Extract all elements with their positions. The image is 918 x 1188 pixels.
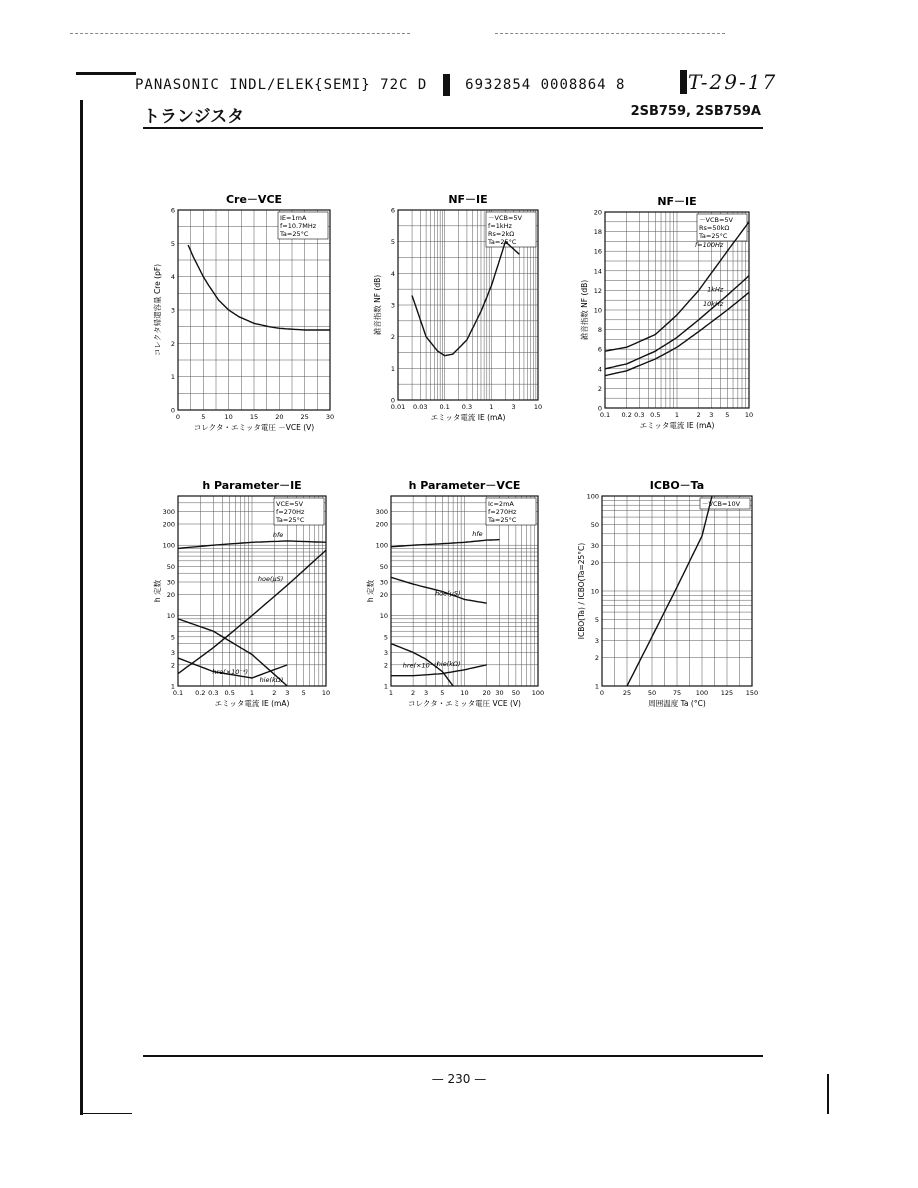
condition-text: －VCB=5V bbox=[699, 216, 733, 224]
x-tick-label: 0 bbox=[175, 413, 181, 421]
y-tick-label: 5 bbox=[170, 633, 175, 642]
handwritten-reference: T-29-17 bbox=[688, 70, 778, 94]
y-tick-label: 4 bbox=[390, 269, 395, 278]
y-tick-label: 200 bbox=[162, 520, 175, 529]
y-axis-label: h 定数 bbox=[153, 579, 162, 603]
y-tick-label: 5 bbox=[383, 633, 388, 642]
condition-text: Ta=25°C bbox=[699, 232, 728, 240]
condition-text: Ta=25°C bbox=[276, 516, 305, 524]
x-tick-label: 0.1 bbox=[439, 403, 450, 411]
y-tick-label: 3 bbox=[390, 301, 395, 310]
series-line bbox=[188, 245, 330, 330]
y-tick-label: 4 bbox=[597, 365, 602, 374]
y-tick-label: 10 bbox=[590, 587, 599, 596]
y-tick-label: 100 bbox=[586, 492, 599, 501]
x-tick-label: 25 bbox=[622, 689, 632, 697]
x-tick-label: 15 bbox=[249, 413, 259, 421]
footer-rule bbox=[143, 1055, 763, 1057]
x-tick-label: 0.5 bbox=[650, 411, 661, 419]
x-axis-label: エミッタ電流 IE (mA) bbox=[214, 699, 290, 708]
y-tick-label: 0 bbox=[170, 406, 175, 415]
series-label: hie(kΩ) bbox=[436, 659, 461, 668]
x-tick-label: 100 bbox=[695, 689, 709, 697]
condition-text: －VCB=10V bbox=[702, 500, 741, 508]
x-tick-label: 5 bbox=[301, 689, 306, 697]
scan-artifact bbox=[495, 33, 725, 35]
series-label: 1kHz bbox=[707, 285, 724, 294]
y-tick-label: 3 bbox=[170, 306, 175, 315]
condition-text: f=270Hz bbox=[276, 508, 305, 516]
x-tick-label: 0.03 bbox=[413, 403, 428, 411]
y-tick-label: 8 bbox=[597, 326, 602, 335]
y-tick-label: 300 bbox=[375, 508, 388, 517]
x-axis-label: コレクタ・エミッタ電圧 －VCE (V) bbox=[193, 423, 315, 432]
y-tick-label: 30 bbox=[379, 578, 388, 587]
condition-text: Rs=2kΩ bbox=[488, 230, 515, 238]
x-tick-label: 50 bbox=[647, 689, 657, 697]
title-rule bbox=[143, 127, 763, 129]
condition-text: Ta=25°C bbox=[488, 516, 517, 524]
x-tick-label: 3 bbox=[511, 403, 516, 411]
x-axis-label: コレクタ・エミッタ電圧 VCE (V) bbox=[408, 699, 521, 708]
x-tick-label: 125 bbox=[720, 689, 734, 697]
y-axis-label: 雑音指数 NF (dB) bbox=[580, 279, 589, 341]
x-tick-label: 5 bbox=[440, 689, 445, 697]
x-tick-label: 0.01 bbox=[390, 403, 406, 411]
y-tick-label: 3 bbox=[170, 648, 175, 657]
y-tick-label: 18 bbox=[593, 228, 602, 237]
x-tick-label: 30 bbox=[495, 689, 504, 697]
y-tick-label: 30 bbox=[590, 542, 599, 551]
y-tick-label: 100 bbox=[375, 541, 388, 550]
scan-block-mark bbox=[680, 70, 687, 94]
x-tick-label: 0.2 bbox=[621, 411, 632, 419]
y-tick-label: 0 bbox=[390, 396, 395, 405]
y-tick-label: 1 bbox=[594, 682, 599, 691]
chart-hparam-vce bbox=[360, 472, 560, 717]
chart-title: h Parameter－IE bbox=[202, 479, 302, 492]
y-tick-label: 4 bbox=[170, 273, 175, 282]
x-tick-label: 1 bbox=[388, 689, 394, 697]
y-tick-label: 10 bbox=[379, 612, 388, 621]
series-label: hre(×10⁻⁴) bbox=[402, 661, 439, 670]
x-tick-label: 0.1 bbox=[599, 411, 611, 419]
y-tick-label: 6 bbox=[170, 206, 175, 215]
series-line bbox=[412, 242, 519, 356]
y-tick-label: 20 bbox=[593, 208, 602, 217]
condition-text: Ta=25°C bbox=[280, 230, 309, 238]
condition-text: f=270Hz bbox=[488, 508, 517, 516]
y-tick-label: 100 bbox=[162, 541, 175, 550]
series-label: hoe(μS) bbox=[257, 575, 284, 584]
y-tick-label: 20 bbox=[590, 558, 599, 567]
y-tick-label: 50 bbox=[166, 562, 175, 571]
y-tick-label: 30 bbox=[166, 578, 175, 587]
x-tick-label: 50 bbox=[511, 689, 521, 697]
x-tick-label: 10 bbox=[321, 689, 331, 697]
left-border-foot bbox=[80, 1113, 132, 1114]
y-tick-label: 2 bbox=[170, 661, 175, 670]
condition-text: －VCB=5V bbox=[488, 214, 522, 222]
series-label: 10kHz bbox=[702, 300, 724, 308]
y-tick-label: 20 bbox=[379, 590, 388, 599]
x-tick-label: 2 bbox=[272, 689, 277, 697]
y-tick-label: 1 bbox=[383, 682, 388, 691]
y-axis-label: h 定数 bbox=[366, 579, 375, 603]
x-tick-label: 3 bbox=[285, 689, 290, 697]
condition-text: VCE=5V bbox=[276, 500, 304, 508]
x-tick-label: 1 bbox=[674, 411, 680, 419]
x-tick-label: 0.1 bbox=[172, 689, 184, 697]
x-tick-label: 0.5 bbox=[224, 689, 235, 697]
x-tick-label: 30 bbox=[325, 413, 335, 421]
y-tick-label: 14 bbox=[593, 267, 602, 276]
y-tick-label: 2 bbox=[170, 339, 175, 348]
y-tick-label: 3 bbox=[383, 648, 388, 657]
y-axis-label: 雑音指数 NF (dB) bbox=[373, 274, 382, 336]
chart-title: NF－IE bbox=[657, 195, 697, 208]
x-tick-label: 0.3 bbox=[634, 411, 645, 419]
y-tick-label: 2 bbox=[597, 384, 602, 393]
chart-cre-vce bbox=[150, 188, 350, 438]
page-title: トランジスタ bbox=[143, 107, 245, 127]
y-tick-label: 300 bbox=[162, 508, 175, 517]
series-label: f=100Hz bbox=[694, 241, 724, 250]
x-tick-label: 100 bbox=[531, 689, 545, 697]
chart-title: h Parameter－VCE bbox=[408, 479, 521, 492]
x-tick-label: 20 bbox=[482, 689, 491, 697]
part-numbers: 2SB759, 2SB759A bbox=[630, 104, 761, 119]
chart-title: ICBO－Ta bbox=[649, 479, 705, 492]
y-tick-label: 0 bbox=[597, 404, 602, 413]
condition-text: Ic=2mA bbox=[488, 500, 514, 508]
chart-title: NF－IE bbox=[448, 193, 488, 206]
x-tick-label: 10 bbox=[460, 689, 469, 697]
y-tick-label: 20 bbox=[166, 590, 175, 599]
chart-title: Cre－VCE bbox=[225, 193, 283, 206]
y-tick-label: 10 bbox=[593, 306, 602, 315]
condition-text: Ta=25°C bbox=[488, 238, 517, 246]
y-tick-label: 1 bbox=[170, 373, 175, 382]
header-rule bbox=[76, 72, 136, 75]
x-tick-label: 10 bbox=[533, 403, 543, 411]
x-axis-label: 周囲温度 Ta (°C) bbox=[648, 699, 706, 708]
series-label: hie(kΩ) bbox=[259, 676, 284, 684]
x-tick-label: 0.3 bbox=[461, 403, 473, 411]
condition-text: IE=1mA bbox=[280, 214, 307, 222]
x-tick-label: 0 bbox=[599, 689, 605, 697]
condition-text: f=10.7MHz bbox=[280, 222, 317, 230]
catalog-code: 6932854 0008864 8 bbox=[465, 77, 626, 93]
y-axis-label: コレクタ帰還容量 Cre (pF) bbox=[153, 263, 162, 357]
x-tick-label: 1 bbox=[249, 689, 255, 697]
y-tick-label: 10 bbox=[166, 612, 175, 621]
header-scan-line bbox=[135, 74, 625, 96]
y-tick-label: 5 bbox=[594, 616, 599, 625]
left-border bbox=[80, 100, 83, 1115]
y-tick-label: 2 bbox=[383, 661, 388, 670]
y-tick-label: 1 bbox=[390, 364, 395, 373]
chart-icbo-ta bbox=[565, 472, 775, 717]
y-tick-label: 2 bbox=[594, 653, 599, 662]
y-tick-label: 2 bbox=[390, 333, 395, 342]
condition-text: f=1kHz bbox=[488, 222, 512, 230]
x-tick-label: 3 bbox=[423, 689, 429, 697]
x-tick-label: 5 bbox=[725, 411, 730, 419]
chart-hparam-ie bbox=[145, 472, 345, 717]
series-label: hre(×10⁻⁴) bbox=[212, 667, 248, 676]
scan-artifact bbox=[70, 33, 410, 35]
condition-text: Rs=50kΩ bbox=[699, 224, 730, 232]
x-tick-label: 0.2 bbox=[195, 689, 206, 697]
y-tick-label: 12 bbox=[593, 286, 602, 295]
series-group bbox=[412, 242, 519, 356]
x-tick-label: 75 bbox=[672, 689, 682, 697]
x-tick-label: 1 bbox=[489, 403, 494, 411]
x-tick-label: 2 bbox=[411, 689, 416, 697]
y-tick-label: 5 bbox=[170, 239, 175, 248]
x-axis-label: エミッタ電流 IE (mA) bbox=[639, 421, 715, 430]
scan-line-text: PANASONIC INDL/ELEK{SEMI} 72C D bbox=[135, 77, 428, 93]
chart-nf-ie-2 bbox=[575, 188, 775, 438]
x-tick-label: 2 bbox=[696, 411, 701, 419]
series-line bbox=[391, 540, 500, 547]
x-tick-label: 150 bbox=[745, 689, 759, 697]
y-axis-label: ICBO(Ta) / ICBO(Ta=25°C) bbox=[577, 542, 586, 640]
chart-nf-ie-1 bbox=[360, 188, 560, 438]
x-axis-label: エミッタ電流 IE (mA) bbox=[430, 413, 506, 422]
y-tick-label: 6 bbox=[390, 206, 395, 215]
y-tick-label: 5 bbox=[390, 238, 395, 247]
scan-block-mark bbox=[443, 74, 450, 96]
x-tick-label: 10 bbox=[744, 411, 754, 419]
y-tick-label: 200 bbox=[375, 520, 388, 529]
series-label: hfe bbox=[272, 530, 284, 539]
x-tick-label: 3 bbox=[709, 411, 714, 419]
y-tick-label: 50 bbox=[590, 521, 599, 530]
y-tick-label: 50 bbox=[379, 562, 388, 571]
y-tick-label: 3 bbox=[594, 637, 599, 646]
x-tick-label: 10 bbox=[224, 413, 233, 421]
series-group bbox=[188, 245, 330, 330]
y-tick-label: 1 bbox=[170, 682, 175, 691]
x-tick-label: 25 bbox=[300, 413, 309, 421]
series-label: hfe bbox=[472, 530, 483, 539]
x-tick-label: 0.3 bbox=[208, 689, 219, 697]
y-tick-label: 6 bbox=[597, 345, 602, 354]
y-tick-label: 16 bbox=[593, 247, 602, 256]
x-tick-label: 20 bbox=[275, 413, 284, 421]
page-number: — 230 — bbox=[431, 1072, 487, 1086]
x-tick-label: 5 bbox=[201, 413, 206, 421]
series-label: hoe(μS) bbox=[435, 589, 461, 598]
